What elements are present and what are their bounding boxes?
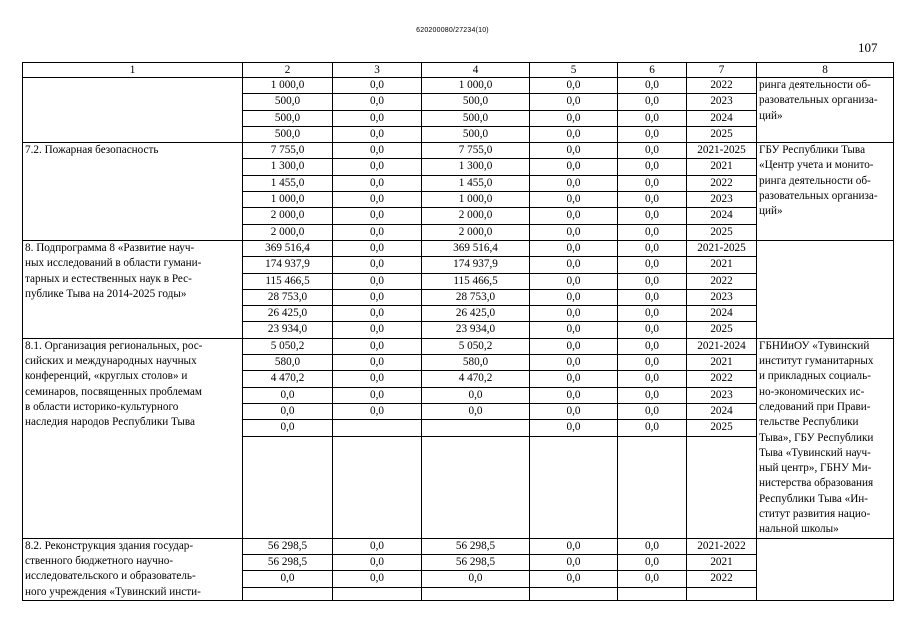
value-cell: 2021-2025 [687,240,757,256]
value-cell: 2021 [687,554,757,570]
value-cell: 2025 [687,322,757,338]
header-row [23,63,894,78]
value-cell: 0,0 [333,571,422,587]
value-cell: 7 755,0 [422,143,530,159]
value-cell: 0,0 [333,224,422,240]
value-cell: 174 937,9 [422,257,530,273]
value-cell: 2 000,0 [243,208,333,224]
description-line: 8.1. Организация региональных, рос- [25,339,203,352]
responsible-line: следований при Прави- [759,400,871,413]
value-cell: 2024 [687,208,757,224]
empty-cell [422,587,530,600]
value-cell: 0,0 [333,538,422,554]
responsible-line: тельстве Республики [759,416,859,429]
table-row [23,240,894,256]
table-body [23,78,894,601]
responsible-line: и прикладных социаль- [759,370,871,383]
value-cell: 26 425,0 [243,306,333,322]
value-cell: 0,0 [333,94,422,110]
value-cell: 0,0 [530,94,618,110]
item-description [23,143,243,241]
value-cell: 2021 [687,257,757,273]
value-cell: 2022 [687,371,757,387]
value-cell: 2024 [687,403,757,419]
value-cell: 1 000,0 [422,192,530,208]
value-cell: 0,0 [333,175,422,191]
description-line: сийских и международных научных [25,355,197,368]
empty-cell [530,436,618,538]
description-line: семинаров, посвященных проблемам [25,385,202,398]
value-cell: 23 934,0 [243,322,333,338]
description-line: ного учреждения «Тувинский инсти- [25,585,201,598]
responsible-line: разовательных организа- [759,94,878,107]
value-cell: 56 298,5 [243,554,333,570]
description-line: 8. Подпрограмма 8 «Развитие науч- [25,241,195,254]
value-cell: 1 000,0 [243,78,333,94]
value-cell: 2023 [687,192,757,208]
value-cell: 0,0 [530,110,618,126]
item-description [23,338,243,538]
responsible-line: ститут развития нацио- [759,508,871,521]
empty-cell [618,587,687,600]
responsible-executor [757,338,894,538]
value-cell: 0,0 [530,289,618,305]
value-cell: 0,0 [530,257,618,273]
value-cell: 174 937,9 [243,257,333,273]
value-cell: 0,0 [618,273,687,289]
description-line: конференций, «круглых столов» и [25,370,188,383]
value-cell: 2021-2025 [687,143,757,159]
value-cell: 0,0 [333,159,422,175]
value-cell: 0,0 [618,257,687,273]
value-cell: 0,0 [333,338,422,354]
value-cell: 0,0 [618,126,687,142]
value-cell: 2021-2022 [687,538,757,554]
value-cell: 580,0 [243,355,333,371]
header-cell: 4 [422,63,530,78]
responsible-line: ций» [759,205,783,218]
value-cell: 0,0 [618,554,687,570]
item-description [23,78,243,143]
description-line: 8.2. Реконструкция здания государ- [25,539,194,552]
table-row [23,78,894,94]
value-cell: 1 000,0 [243,192,333,208]
value-cell: 0,0 [530,554,618,570]
value-cell: 2025 [687,224,757,240]
value-cell: 0,0 [530,355,618,371]
value-cell: 2022 [687,78,757,94]
value-cell: 115 466,5 [422,273,530,289]
description-line: ственного бюджетного научно- [25,554,174,567]
empty-cell [243,436,333,538]
empty-cell [530,587,618,600]
value-cell: 0,0 [530,143,618,159]
value-cell: 369 516,4 [422,240,530,256]
description-line: исследовательского и образователь- [25,570,196,583]
value-cell: 0,0 [333,192,422,208]
value-cell: 0,0 [530,192,618,208]
value-cell: 0,0 [530,208,618,224]
value-cell: 0,0 [618,371,687,387]
description-line: 7.2. Пожарная безопасность [25,144,159,157]
value-cell: 0,0 [530,322,618,338]
value-cell: 0,0 [618,143,687,159]
value-cell: 0,0 [618,175,687,191]
value-cell: 0,0 [333,554,422,570]
value-cell: 0,0 [530,126,618,142]
responsible-line: ринга деятельности об- [759,174,871,187]
value-cell: 0,0 [333,371,422,387]
header-cell: 1 [23,63,243,78]
item-description [23,538,243,600]
value-cell: 0,0 [333,240,422,256]
value-cell: 1 300,0 [243,159,333,175]
value-cell: 500,0 [422,110,530,126]
value-cell: 5 050,2 [243,338,333,354]
table-row [23,538,894,554]
value-cell: 0,0 [333,289,422,305]
value-cell: 56 298,5 [422,538,530,554]
value-cell: 0,0 [333,306,422,322]
value-cell: 0,0 [618,78,687,94]
empty-cell [687,587,757,600]
value-cell: 0,0 [618,322,687,338]
value-cell: 0,0 [618,387,687,403]
responsible-executor [757,538,894,600]
header-cell: 6 [618,63,687,78]
responsible-line: разовательных организа- [759,190,878,203]
value-cell: 0,0 [530,224,618,240]
value-cell: 2024 [687,110,757,126]
value-cell: 369 516,4 [243,240,333,256]
value-cell: 26 425,0 [422,306,530,322]
value-cell: 2 000,0 [422,224,530,240]
responsible-line: «Центр учета и монито- [759,159,874,172]
value-cell: 0,0 [618,94,687,110]
description-line: наследия народов Республики Тыва [25,416,195,429]
value-cell: 0,0 [333,387,422,403]
value-cell: 500,0 [243,94,333,110]
empty-cell [618,436,687,538]
value-cell: 1 455,0 [243,175,333,191]
value-cell: 0,0 [618,420,687,436]
value-cell: 4 470,2 [243,371,333,387]
value-cell: 2023 [687,94,757,110]
value-cell: 2021-2024 [687,338,757,354]
value-cell: 0,0 [618,192,687,208]
value-cell: 2022 [687,273,757,289]
value-cell: 0,0 [618,571,687,587]
value-cell: 0,0 [243,420,333,436]
value-cell: 0,0 [530,538,618,554]
value-cell: 28 753,0 [422,289,530,305]
value-cell: 500,0 [422,126,530,142]
value-cell: 580,0 [422,355,530,371]
value-cell: 0,0 [333,355,422,371]
value-cell: 0,0 [530,338,618,354]
value-cell: 500,0 [243,110,333,126]
value-cell: 0,0 [618,159,687,175]
value-cell: 0,0 [333,273,422,289]
budget-table [22,62,894,601]
value-cell: 0,0 [618,224,687,240]
description-line: в области историко-культурного [25,400,179,413]
value-cell: 2023 [687,387,757,403]
value-cell: 28 753,0 [243,289,333,305]
responsible-line: нальной школы» [759,523,839,536]
responsible-line: Республики Тыва «Ин- [759,492,868,505]
responsible-line: Тыва «Тувинский науч- [759,446,871,459]
description-line: публике Тыва на 2014-2025 годы» [25,287,187,300]
header-cell: 5 [530,63,618,78]
value-cell: 0,0 [422,571,530,587]
responsible-line: ринга деятельности об- [759,79,871,91]
value-cell: 23 934,0 [422,322,530,338]
document-id: 620200080/27234(10) [416,27,489,34]
value-cell: 0,0 [243,571,333,587]
table-row [23,143,894,159]
value-cell: 0,0 [618,355,687,371]
table-row [23,338,894,354]
value-cell: 0,0 [618,403,687,419]
header-cell: 7 [687,63,757,78]
value-cell: 0,0 [333,257,422,273]
value-cell: 2025 [687,420,757,436]
value-cell: 0,0 [243,387,333,403]
responsible-executor [757,240,894,338]
value-cell: 0,0 [333,143,422,159]
value-cell: 500,0 [243,126,333,142]
value-cell: 0,0 [333,126,422,142]
value-cell: 0,0 [530,387,618,403]
value-cell: 0,0 [530,240,618,256]
page-number: 107 [858,40,878,55]
responsible-line: ный центр», ГБНУ Ми- [759,462,872,475]
value-cell: 2023 [687,289,757,305]
value-cell: 0,0 [618,538,687,554]
value-cell: 0,0 [618,110,687,126]
responsible-line: институт гуманитарных [759,355,874,368]
value-cell: 0,0 [530,159,618,175]
responsible-executor [757,78,894,143]
value-cell: 0,0 [618,208,687,224]
value-cell: 500,0 [422,94,530,110]
value-cell [422,420,530,436]
value-cell: 2 000,0 [243,224,333,240]
header-cell: 2 [243,63,333,78]
empty-cell [333,587,422,600]
value-cell: 0,0 [530,273,618,289]
value-cell: 0,0 [333,403,422,419]
empty-cell [333,436,422,538]
value-cell: 0,0 [243,403,333,419]
value-cell: 56 298,5 [243,538,333,554]
value-cell: 0,0 [618,338,687,354]
empty-cell [422,436,530,538]
value-cell: 2 000,0 [422,208,530,224]
value-cell: 0,0 [422,403,530,419]
empty-cell [687,436,757,538]
value-cell: 2021 [687,159,757,175]
value-cell: 0,0 [530,78,618,94]
value-cell: 0,0 [422,387,530,403]
value-cell: 7 755,0 [243,143,333,159]
responsible-line: Тыва», ГБУ Республики [759,431,874,444]
item-description [23,240,243,338]
value-cell: 2022 [687,175,757,191]
value-cell: 0,0 [530,306,618,322]
value-cell: 0,0 [530,175,618,191]
value-cell: 2024 [687,306,757,322]
description-line: ных исследований в области гумани- [25,257,202,270]
value-cell: 4 470,2 [422,371,530,387]
responsible-line: ГБУ Республики Тыва [759,144,866,157]
value-cell: 0,0 [333,78,422,94]
responsible-line: нистерства образования [759,477,874,490]
responsible-executor [757,143,894,241]
responsible-line: ГБНИиОУ «Тувинский [759,339,870,352]
value-cell: 0,0 [530,371,618,387]
value-cell: 1 300,0 [422,159,530,175]
value-cell: 1 455,0 [422,175,530,191]
value-cell: 0,0 [618,240,687,256]
header-cell: 8 [757,63,894,78]
value-cell: 0,0 [333,110,422,126]
value-cell: 0,0 [333,208,422,224]
value-cell: 0,0 [618,289,687,305]
value-cell: 56 298,5 [422,554,530,570]
responsible-line: но-экономических ис- [759,385,865,398]
header-cell: 3 [333,63,422,78]
value-cell: 0,0 [530,571,618,587]
value-cell: 0,0 [530,420,618,436]
value-cell: 0,0 [333,322,422,338]
responsible-line: ций» [759,109,783,122]
value-cell: 115 466,5 [243,273,333,289]
value-cell: 0,0 [530,403,618,419]
empty-cell [243,587,333,600]
value-cell: 1 000,0 [422,78,530,94]
value-cell: 2021 [687,355,757,371]
value-cell: 2025 [687,126,757,142]
value-cell [333,420,422,436]
value-cell: 2022 [687,571,757,587]
description-line: тарных и естественных наук в Рес- [25,272,192,285]
value-cell: 0,0 [618,306,687,322]
value-cell: 5 050,2 [422,338,530,354]
